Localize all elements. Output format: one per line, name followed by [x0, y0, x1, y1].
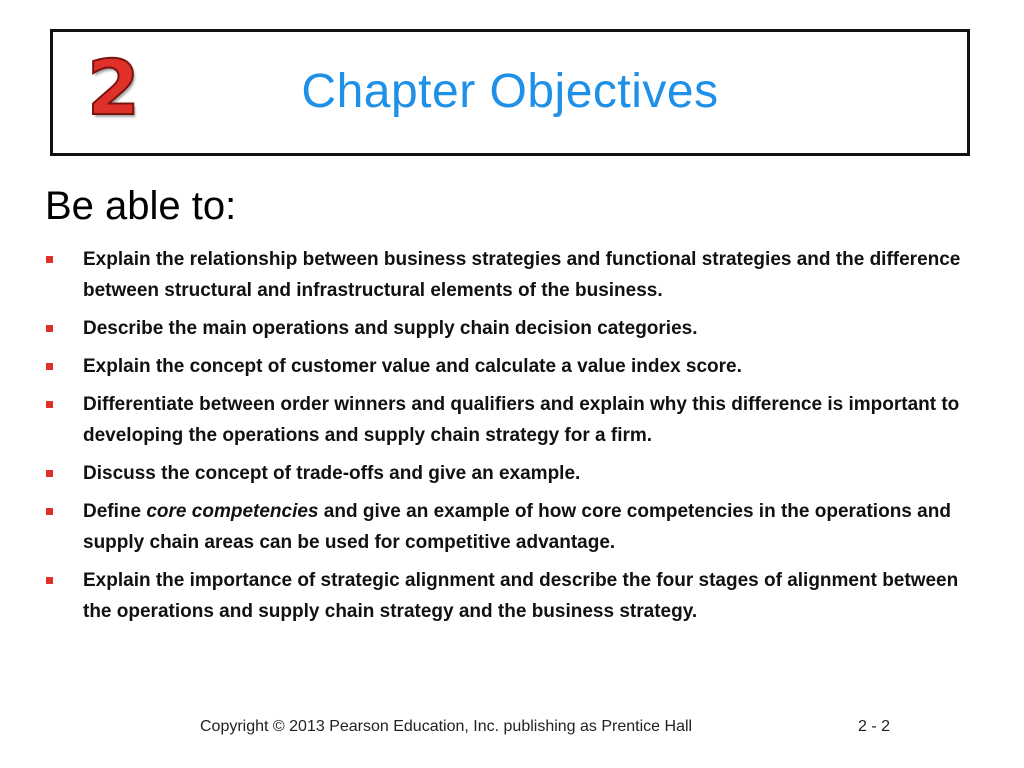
square-bullet-icon — [46, 470, 53, 477]
objective-item — [44, 458, 989, 489]
objective-text-before: Define — [83, 501, 147, 522]
objective-text: Explain the relationship between business strategies and functional strategies and the difference between structural and infrastructural elements of the business. — [83, 249, 961, 301]
objective-text: Explain the concept of customer value and calculate a value index score. — [83, 356, 742, 377]
square-bullet-icon — [46, 325, 53, 332]
objective-item — [44, 565, 989, 627]
objective-item — [44, 496, 989, 558]
square-bullet-icon — [46, 401, 53, 408]
square-bullet-icon — [46, 577, 53, 584]
objective-text: Explain the importance of strategic alignment and describe the four stages of alignment between the operations and supply chain strategy and the business strategy. — [83, 570, 959, 622]
title-box — [50, 29, 970, 156]
objective-item — [44, 313, 989, 344]
square-bullet-icon — [46, 508, 53, 515]
slide-title: Chapter Objectives — [301, 65, 719, 118]
footer-copyright: Copyright © 2013 Pearson Education, Inc. publishing as Prentice Hall — [200, 718, 693, 735]
objective-item — [44, 389, 989, 451]
objective-item — [44, 244, 989, 306]
chapter-number-graphic: 2 — [87, 43, 140, 132]
objective-item — [44, 351, 989, 382]
square-bullet-icon — [46, 363, 53, 370]
square-bullet-icon — [46, 256, 53, 263]
objectives-list — [44, 244, 989, 634]
objective-text: Describe the main operations and supply chain decision categories. — [83, 318, 698, 339]
lead-text: Be able to: — [45, 184, 237, 228]
objective-text: Discuss the concept of trade-offs and give an example. — [83, 463, 581, 484]
objective-text: Differentiate between order winners and qualifiers and explain why this difference is important to developing the operations and supply chain strategy for a firm. — [83, 394, 960, 446]
footer-page-number: 2 - 2 — [858, 718, 891, 735]
objective-text-after: and give an example of how core competencies in the operations and supply chain areas can be used for competitive advantage. — [83, 501, 951, 553]
objective-text-italic: core competencies — [146, 501, 319, 522]
